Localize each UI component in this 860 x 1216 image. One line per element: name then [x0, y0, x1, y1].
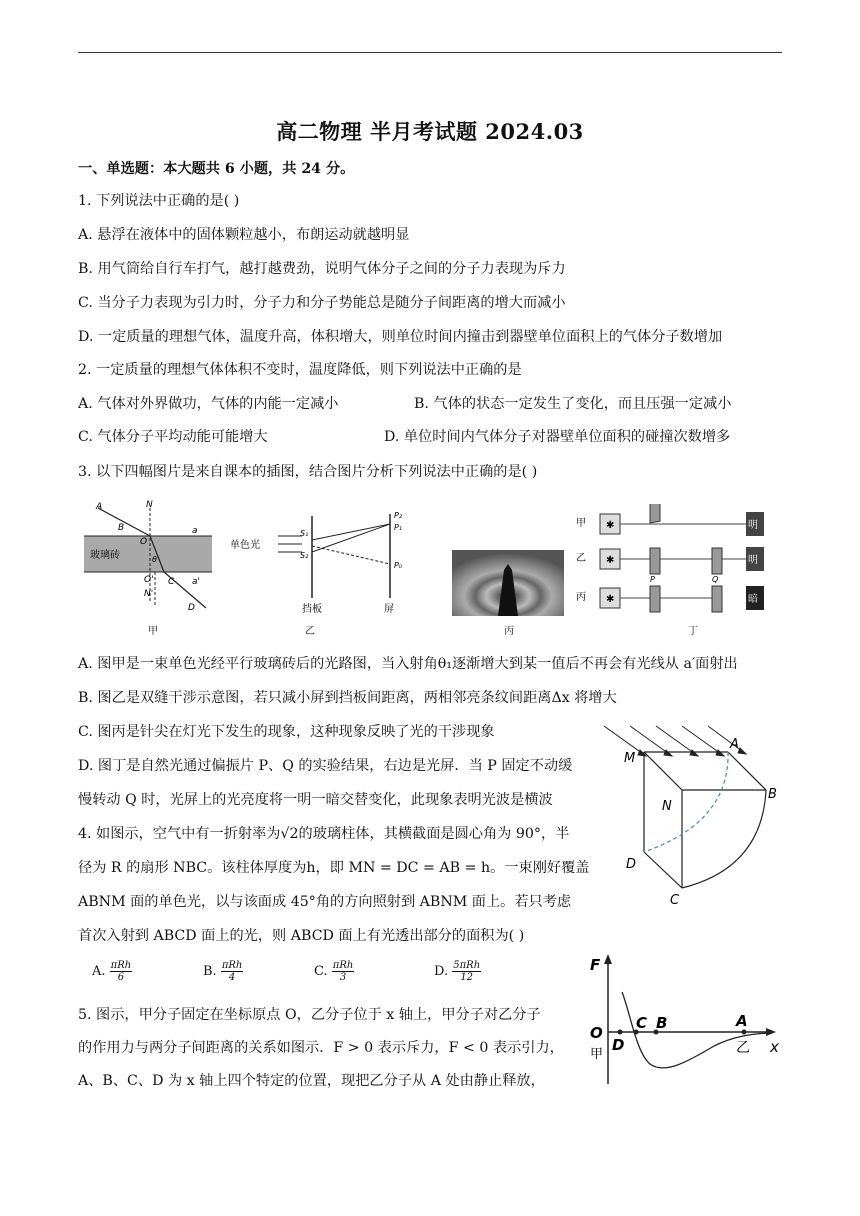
- fig-jia-label-n: N: [146, 500, 153, 510]
- q5-label-yi: 乙: [736, 1040, 750, 1056]
- q5-label-o: O: [590, 1024, 603, 1042]
- ding-p-1: P: [650, 575, 655, 584]
- q1-option-c: C. 当分子力表现为引力时，分子力和分子势能总是随分子间距离的增大而减小: [78, 295, 566, 311]
- ding-row-bing: [576, 586, 764, 612]
- q4-label-n: N: [662, 799, 672, 814]
- section-heading: 一、单选题：本大题共 6 小题，共 24 分。: [78, 161, 355, 177]
- q4-option-b-num: πRh: [221, 960, 243, 971]
- q2-stem: 2. 一定质量的理想气体体积不变时，温度降低，则下列说法中正确的是: [78, 362, 522, 378]
- q4-label-c: C: [670, 893, 680, 908]
- q4-option-a-label: A.: [92, 964, 106, 979]
- fig-jia-label-a-face: a: [192, 526, 198, 536]
- q4-label-m: M: [624, 751, 636, 766]
- svg-text:✱: ✱: [606, 555, 615, 566]
- edge-dc: [644, 852, 682, 888]
- fig-yi-p0: P₀: [394, 561, 403, 570]
- figure-jia: [84, 498, 224, 624]
- q5-label-f: F: [590, 956, 601, 974]
- fig-jia-glass-label: 玻璃砖: [90, 550, 120, 561]
- arc-ad-dashed: [644, 752, 728, 852]
- q4-option-d: [434, 960, 481, 983]
- q3-stem: 3. 以下四幅图片是来自课本的插图，结合图片分析下列说法中正确的是( ): [78, 464, 538, 480]
- figure-yi: [230, 506, 440, 618]
- fig-jia-label-b: B: [118, 523, 125, 533]
- edge-ab: [728, 752, 766, 790]
- fig-yi-s2: S₂: [300, 551, 309, 560]
- q3-option-a: A. 图甲是一束单色光经平行玻璃砖后的光路图，当入射角θ₁逐渐增大到某一值后不再会有光线从 a′面射出: [78, 656, 738, 672]
- q4-line1: 4. 如图示，空气中有一折射率为√2的玻璃柱体，其横截面是圆心角为 90°，半: [78, 826, 570, 842]
- q4-option-a: [92, 960, 132, 983]
- ding-row-yi: [576, 547, 764, 584]
- q1-option-d: D. 一定质量的理想气体，温度升高，体积增大，则单位时间内撞击到器壁单位面积上的气体分子数增加: [78, 329, 723, 345]
- q5-line2: 的作用力与两分子间距离的关系如图示．F > 0 表示斥力，F < 0 表示引力，: [78, 1040, 564, 1056]
- fig-jia-label-d: D: [188, 603, 195, 613]
- q4-option-c: [314, 960, 354, 983]
- q4-option-c-den: 3: [339, 972, 347, 983]
- q5-label-b: B: [656, 1014, 668, 1032]
- q5-label-c: C: [636, 1014, 648, 1032]
- q4-option-a-den: 6: [117, 972, 125, 983]
- q4-option-c-num: πRh: [332, 960, 354, 971]
- q5-label-d: D: [612, 1036, 625, 1054]
- q4-option-b: [203, 960, 243, 983]
- q4-option-d-num: 5πRh: [453, 960, 481, 971]
- q3-option-c: C. 图丙是针尖在灯光下发生的现象，这种现象反映了光的干涉现象: [78, 724, 495, 740]
- q4-label-d: D: [626, 857, 637, 872]
- fig-yi-light-label: 单色光: [230, 540, 260, 551]
- fig-yi-board-label: 挡板: [302, 604, 322, 615]
- ding-dark: 暗: [748, 594, 758, 605]
- q5-line3: A、B、C、D 为 x 轴上四个特定的位置，现把乙分子从 A 处由静止释放，: [78, 1073, 545, 1089]
- q4-label-b: B: [768, 787, 777, 802]
- fig-jia-label-n2: N': [144, 589, 154, 599]
- q2-option-a: A. 气体对外界做功，气体的内能一定减小: [78, 396, 339, 412]
- fig-jia-label-o2: O': [144, 575, 154, 585]
- header-rule: [78, 52, 782, 53]
- q1-stem: 1. 下列说法中正确的是( ): [78, 193, 240, 209]
- q5-label-a: A: [736, 1012, 748, 1030]
- arc-bc: [682, 790, 766, 888]
- caption-bing: 丙: [504, 626, 514, 637]
- fig-jia-label-a: A: [96, 502, 103, 512]
- figure-q5-force-curve: [584, 952, 784, 1092]
- q3-option-d-line1: D. 图丁是自然光通过偏振片 P、Q 的实验结果，右边是光屏．当 P 固定不动缓: [78, 758, 573, 774]
- figure-q4-glass-column: [600, 722, 796, 910]
- q1-option-a: A. 悬浮在液体中的固体颗粒越小，布朗运动就越明显: [78, 227, 410, 243]
- q4-option-a-num: πRh: [110, 960, 132, 971]
- q5-label-x: x: [770, 1038, 779, 1056]
- fig-yi-screen-label: 屏: [384, 604, 394, 615]
- fig-yi-p2: P₂: [394, 511, 403, 520]
- ding-bright-2: 明: [748, 555, 758, 566]
- q4-option-b-den: 4: [228, 972, 236, 983]
- ding-row-jia-label: 甲: [576, 518, 586, 529]
- fig-jia-label-c: C: [168, 577, 175, 587]
- ding-row-bing-label: 丙: [576, 592, 586, 603]
- svg-text:✱: ✱: [606, 594, 615, 605]
- q4-option-d-label: D.: [434, 964, 449, 979]
- q3-option-b: B. 图乙是双缝干涉示意图，若只减小屏到挡板间距离，两相邻亮条纹间距离Δx 将增大: [78, 690, 617, 706]
- edge-mn: [644, 752, 682, 790]
- fig-yi-s1: S₁: [300, 529, 309, 538]
- q4-option-b-label: B.: [203, 964, 217, 979]
- caption-yi: 乙: [305, 626, 315, 637]
- q5-label-jia: 甲: [590, 1047, 604, 1062]
- q2-option-b: B. 气体的状态一定发生了变化，而且压强一定减小: [414, 396, 732, 412]
- caption-ding: 丁: [688, 626, 698, 637]
- q4-line3: ABNM 面的单色光，以与该面成 45°角的方向照射到 ABNM 面上。若只考虑: [78, 894, 572, 910]
- figure-bing: [452, 550, 564, 616]
- q3-option-d-line2: 慢转动 Q 时，光屏上的光亮度将一明一暗交替变化，此现象表明光波是横波: [78, 792, 553, 808]
- ding-bright-1: 明: [748, 520, 758, 531]
- ding-row-yi-label: 乙: [576, 553, 586, 564]
- svg-text:✱: ✱: [606, 520, 615, 531]
- ding-row-jia: [576, 504, 764, 536]
- fig-yi-p1: P₁: [394, 523, 403, 532]
- q4-option-c-label: C.: [314, 964, 328, 979]
- q1-option-b: B. 用气筒给自行车打气，越打越费劲，说明气体分子之间的分子力表现为斥力: [78, 261, 566, 277]
- q2-option-d: D. 单位时间内气体分子对器壁单位面积的碰撞次数增多: [384, 429, 731, 445]
- q4-line2: 径为 R 的扇形 NBC。该柱体厚度为h，即 MN = DC = AB = h。一束刚好覆盖: [78, 860, 590, 876]
- q4-line4: 首次入射到 ABCD 面上的光，则 ABCD 面上有光透出部分的面积为( ): [78, 928, 525, 944]
- page-title: 高二物理 半月考试题 2024.03: [276, 119, 584, 144]
- q4-option-d-den: 12: [460, 972, 474, 983]
- q2-option-c: C. 气体分子平均动能可能增大: [78, 429, 268, 445]
- figure-ding: [576, 504, 776, 616]
- q4-label-a: A: [730, 737, 739, 752]
- fig-jia-label-a2: a': [192, 577, 200, 587]
- caption-jia: 甲: [148, 626, 158, 637]
- fig-jia-label-o: O: [140, 537, 148, 547]
- ding-q-1: Q: [712, 575, 719, 584]
- q5-line1: 5. 图示，甲分子固定在坐标原点 O，乙分子位于 x 轴上，甲分子对乙分子: [78, 1007, 541, 1023]
- fig-jia-label-theta: θ: [152, 555, 157, 564]
